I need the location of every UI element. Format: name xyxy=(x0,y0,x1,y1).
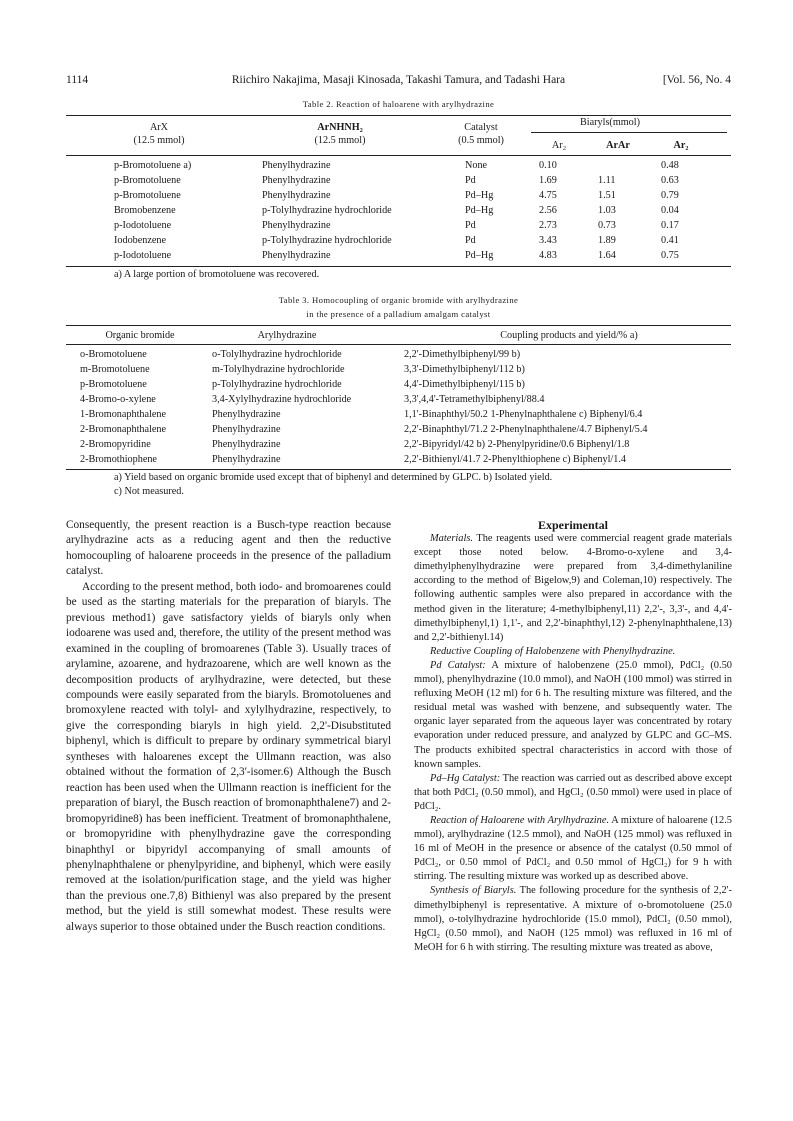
haloarene-reaction-text: A mixture of haloarene (12.5 mmol), arylhydrazine (12.5 mmol), and NaOH (125 mmol) was refluxed in 16 ml of MeOH in the presence or absence of the catalyst (0.50 mmol of PdCl₂, or 0.50 mmol of PdCl₂ and 0.50 mmol of HgCl₂) for 9 h with stirring. The resulting mixture was worked up as described above. xyxy=(414,814,732,883)
pdhg-catalyst-heading: Pd–Hg Catalyst: xyxy=(430,772,501,784)
table3-row8-hydrazine: Phenylhydrazine xyxy=(212,454,281,465)
table2-col-ar2: Ar₂ xyxy=(551,140,567,151)
materials-text: The reagents used were commercial reagent grade materials except those noted below. 4-Bromo-o-xylene and 3,4-dimethylphenylhydrazine were prepared from 3,4-dimethylaniline according to the method of Bigelow,9) and Coleman,10) respectively. The following authentic samples were also prepared in accordance with the method given in the literature; 4-methylbiphenyl,11) 2,2'-, 3,3'-, and 4,4'-dimethylbiphenyl,1) 1,1'-, and 2,2'-binaphthyl,12) 2-phenylnaphthalene,13) and 2,2'-bithienyl.14) xyxy=(414,533,732,643)
pd-catalyst-heading: Pd Catalyst: xyxy=(430,659,486,671)
table2-row2-catalyst: Pd xyxy=(465,175,476,186)
table2-row7-v1: 4.83 xyxy=(539,250,557,261)
table3-row3-hydrazine: p-Tolylhydrazine hydrochloride xyxy=(212,379,342,390)
table3-col-products: Coupling products and yield/% a) xyxy=(500,330,638,341)
table3-row3-bromide: p-Bromotoluene xyxy=(80,379,147,390)
paragraph-materials xyxy=(414,532,732,645)
table3-col-bromide: Organic bromide xyxy=(105,330,175,341)
section-title-experimental: Experimental xyxy=(538,518,608,532)
table3-row1-hydrazine: o-Tolylhydrazine hydrochloride xyxy=(212,349,342,360)
table2-row2-hydrazine: Phenylhydrazine xyxy=(262,175,331,186)
table2-row1-v1: 0.10 xyxy=(539,160,557,171)
table3-row4-bromide: 4-Bromo-o-xylene xyxy=(80,394,156,405)
running-header xyxy=(66,74,731,90)
table2-bottom-rule xyxy=(66,266,731,267)
table2-row5-hydrazine: Phenylhydrazine xyxy=(262,220,331,231)
table3-row7-bromide: 2-Bromopyridine xyxy=(80,439,151,450)
table3-row3-products: 4,4'-Dimethylbiphenyl/115 b) xyxy=(404,379,525,390)
materials-heading: Materials. xyxy=(430,533,474,545)
table3-row6-bromide: 2-Bromonaphthalene xyxy=(80,424,167,435)
table3-header-rule xyxy=(66,344,731,345)
table2-row6-arx: Iodobenzene xyxy=(114,235,167,246)
table3-bottom-rule xyxy=(66,469,731,470)
table2-row2-v3: 0.63 xyxy=(661,175,679,186)
table2-row6-hydrazine: p-Tolylhydrazine hydrochloride xyxy=(262,235,392,246)
paragraph-present-method: According to the present method, both iodo- and bromoarenes could be used as the starting materials for the preparation of biaryls. The previous method1) gave satisfactory yields of biaryls only when iodoarene was used and, therefore, the utility of the present method was examined in the coupling of bromoarenes (Table 3). Usually traces of arylamine, azoarene, and hydrazoarene, which are well known as the decomposition products of arylhydrazine, were detected, but these compounds were easily separated from the biaryls. Bromotoluenes and bromoxylene reacted with tolyl- and xylylhydrazine, respectively, to give the corresponding biaryls in high yield. 2,2'-Disubstituted biphenyl, which is difficult to prepare by ordinary symmetrical biaryl syntheses with haloarenes except the Ullmann reaction, was also obtained without the formation of 2,3'-isomer.6) Although the Busch reaction has been used when the Ullmann reaction is inefficient for the preparation of biaryl, the Busch reaction of bromonaphthalene7) and 2-bromopyridine8) has been inefficient. Treatment of bromonaphthalene, or bromopyridine with phenylhydrazine gave the corresponding binaphthyl or bipyridyl accompanying of small amounts of phenylnaphthalene or phenylpyridine, and biphenyl, which were easily removed at the isolation/purification stage, and the yield was higher than the previous one.7,8) Bithienyl was also prepared by the present method, but the yield is still somewhat modest. These results were always superior to those obtained under the Busch reaction conditions. xyxy=(66,580,391,933)
table3-caption-line2: in the presence of a palladium amalgam catalyst xyxy=(306,309,491,319)
table3-row8-products: 2,2'-Bithienyl/41.7 2-Phenylthiophene c) Biphenyl/1.4 xyxy=(404,454,626,465)
table3-footnote1: a) Yield based on organic bromide used except that of biphenyl and determined by GLPC. b) Isolated yield. xyxy=(114,472,553,483)
table2-row7-catalyst: Pd–Hg xyxy=(465,250,494,261)
pdhg-catalyst-text: The reaction was carried out as described above except that both PdCl₂ (0.50 mmol), and HgCl₂ (0.50 mmol) were used in place of PdCl₂. xyxy=(414,772,732,812)
table2-footnote: a) A large portion of bromotoluene was recovered. xyxy=(114,269,320,280)
table3-row5-hydrazine: Phenylhydrazine xyxy=(212,409,281,420)
table2-row3-v1: 4.75 xyxy=(539,190,557,201)
table3-row2-products: 3,3'-Dimethylbiphenyl/112 b) xyxy=(404,364,525,375)
table2-header-rule xyxy=(66,155,731,156)
table2-top-rule xyxy=(66,115,731,116)
table2-row3-catalyst: Pd–Hg xyxy=(465,190,494,201)
table2-row5-v3: 0.17 xyxy=(661,220,679,231)
table2-col-biaryls: Biaryls(mmol) xyxy=(580,117,640,128)
table2-row7-arx: p-Iodotoluene xyxy=(114,250,172,261)
pd-catalyst-text: A mixture of halobenzene (25.0 mmol), PdCl₂ (0.50 mmol), phenylhydrazine (10.0 mmol), and NaOH (100 mmol) was stirred in refluxing MeOH (12 ml) for 6 h. The resulting mixture was filtered, and the residual metal was washed with benzene, and subsequently water. The organic layer separated from the aqueous layer was concentrated by rotary evaporation under reduced pressure, and analyzed by GLPC and GC–MS. The products exhibited spectral characteristics in accord with those of known samples. xyxy=(414,659,732,770)
table2-row5-v1: 2.73 xyxy=(539,220,557,231)
table2-row3-v3: 0.79 xyxy=(661,190,679,201)
table2-row6-v2: 1.89 xyxy=(598,235,616,246)
table2-row7-v3: 0.75 xyxy=(661,250,679,261)
table2-row5-arx: p-Iodotoluene xyxy=(114,220,172,231)
table2-row3-arx: p-Bromotoluene xyxy=(114,190,181,201)
table2-col-arx-sub: (12.5 mmol) xyxy=(133,135,185,146)
table2-row4-v3: 0.04 xyxy=(661,205,679,216)
page-number: 1114 xyxy=(66,74,89,86)
left-column xyxy=(66,518,391,935)
running-authors: Riichiro Nakajima, Masaji Kinosada, Takashi Tamura, and Tadashi Hara xyxy=(231,74,566,86)
table3-row4-hydrazine: 3,4-Xylylhydrazine hydrochloride xyxy=(212,394,352,405)
table2-caption: Table 2. Reaction of haloarene with arylhydrazine xyxy=(302,99,495,109)
table2-row5-catalyst: Pd xyxy=(465,220,476,231)
table2-row1-hydrazine: Phenylhydrazine xyxy=(262,160,331,171)
table2-row2-v2: 1.11 xyxy=(598,175,616,186)
table2-col-arnhnh: ArNHNH₂ xyxy=(317,122,363,133)
table2-col-catalyst-sub: (0.5 mmol) xyxy=(458,135,504,146)
table2-row4-v2: 1.03 xyxy=(598,205,616,216)
table3-row8-bromide: 2-Bromothiophene xyxy=(80,454,157,465)
paragraph-busch-type: Consequently, the present reaction is a Busch-type reaction because arylhydrazine acts as a reducing agent and then the reductive homocoupling of haloarene proceeds in the presence of the palladium catalyst. xyxy=(66,519,391,578)
table2-row4-arx: Bromobenzene xyxy=(114,205,176,216)
table3-row2-hydrazine: m-Tolylhydrazine hydrochloride xyxy=(212,364,345,375)
table2-biaryls-rule xyxy=(531,132,727,133)
table2-row4-v1: 2.56 xyxy=(539,205,557,216)
table3-footnote2: c) Not measured. xyxy=(114,486,184,497)
table3-row5-products: 1,1'-Binaphthyl/50.2 1-Phenylnaphthalene c) Biphenyl/6.4 xyxy=(404,409,643,420)
paragraph-pdhg-catalyst xyxy=(414,772,732,814)
table2-row6-v1: 3.43 xyxy=(539,235,557,246)
table2-row7-v2: 1.64 xyxy=(598,250,616,261)
table3-row1-products: 2,2'-Dimethylbiphenyl/99 b) xyxy=(404,349,521,360)
table2-col-arnhnh-sub: (12.5 mmol) xyxy=(314,135,366,146)
table2-col-arar: ArAr xyxy=(606,140,630,151)
table2-row1-v3: 0.48 xyxy=(661,160,679,171)
table2-row4-catalyst: Pd–Hg xyxy=(465,205,494,216)
table3-row5-bromide: 1-Bromonaphthalene xyxy=(80,409,167,420)
table2-col-catalyst: Catalyst xyxy=(464,122,498,133)
synthesis-text: The following procedure for the synthesis of 2,2'-dimethylbiphenyl is representative. A mixture of o-bromotoluene (25.0 mmol), o-tolylhydrazine hydrochloride (15.0 mmol), PdCl₂ (0.50 mmol), HgCl₂ (0.50 mmol), and NaOH (125 mmol) was refluxed in 16 ml of MeOH for 6 h with stirring. The resulting mixture was treated as above, xyxy=(414,885,733,953)
table2-row2-v1: 1.69 xyxy=(539,175,557,186)
table3-top-rule xyxy=(66,325,731,326)
table2-row6-v3: 0.41 xyxy=(661,235,679,246)
volume-label: [Vol. 56, No. 4 xyxy=(662,74,731,86)
table2-row3-v2: 1.51 xyxy=(598,190,616,201)
paragraph-pd-catalyst xyxy=(414,659,732,772)
table3-col-hydrazine: Arylhydrazine xyxy=(257,330,317,341)
table2-col-arx: ArX xyxy=(149,122,169,133)
table2-row1-arx: p-Bromotoluene a) xyxy=(114,160,192,171)
table3-row6-products: 2,2'-Binaphthyl/71.2 2-Phenylnaphthalene/4.7 Biphenyl/5.4 xyxy=(404,424,648,435)
table3-row4-products: 3,3',4,4'-Tetramethylbiphenyl/88.4 xyxy=(404,394,545,405)
table2-row6-catalyst: Pd xyxy=(465,235,476,246)
table2-col-ar2b: Ar₂ xyxy=(673,140,689,151)
table2-row7-hydrazine: Phenylhydrazine xyxy=(262,250,331,261)
paragraph-haloarene-reaction xyxy=(414,814,732,884)
table2-row3-hydrazine: Phenylhydrazine xyxy=(262,190,331,201)
haloarene-reaction-heading: Reaction of Haloarene with Arylhydrazine. xyxy=(430,814,610,826)
table3-caption-line1: Table 3. Homocoupling of organic bromide with arylhydrazine xyxy=(278,295,519,305)
paragraph-synthesis-biaryls xyxy=(414,884,732,954)
right-column xyxy=(414,518,732,955)
table3-row7-products: 2,2'-Bipyridyl/42 b) 2-Phenylpyridine/0.6 Biphenyl/1.8 xyxy=(404,439,630,450)
table3-row2-bromide: m-Bromotoluene xyxy=(80,364,150,375)
table2-row4-hydrazine: p-Tolylhydrazine hydrochloride xyxy=(262,205,392,216)
synthesis-heading: Synthesis of Biaryls. xyxy=(430,885,517,897)
table3-row1-bromide: o-Bromotoluene xyxy=(80,349,147,360)
table2-row2-arx: p-Bromotoluene xyxy=(114,175,181,186)
table3-row6-hydrazine: Phenylhydrazine xyxy=(212,424,281,435)
table2-row1-catalyst: None xyxy=(465,160,488,171)
table2-row5-v2: 0.73 xyxy=(598,220,616,231)
subheading-reductive-coupling: Reductive Coupling of Halobenzene with Phenylhydrazine. xyxy=(430,645,676,657)
table3-row7-hydrazine: Phenylhydrazine xyxy=(212,439,281,450)
